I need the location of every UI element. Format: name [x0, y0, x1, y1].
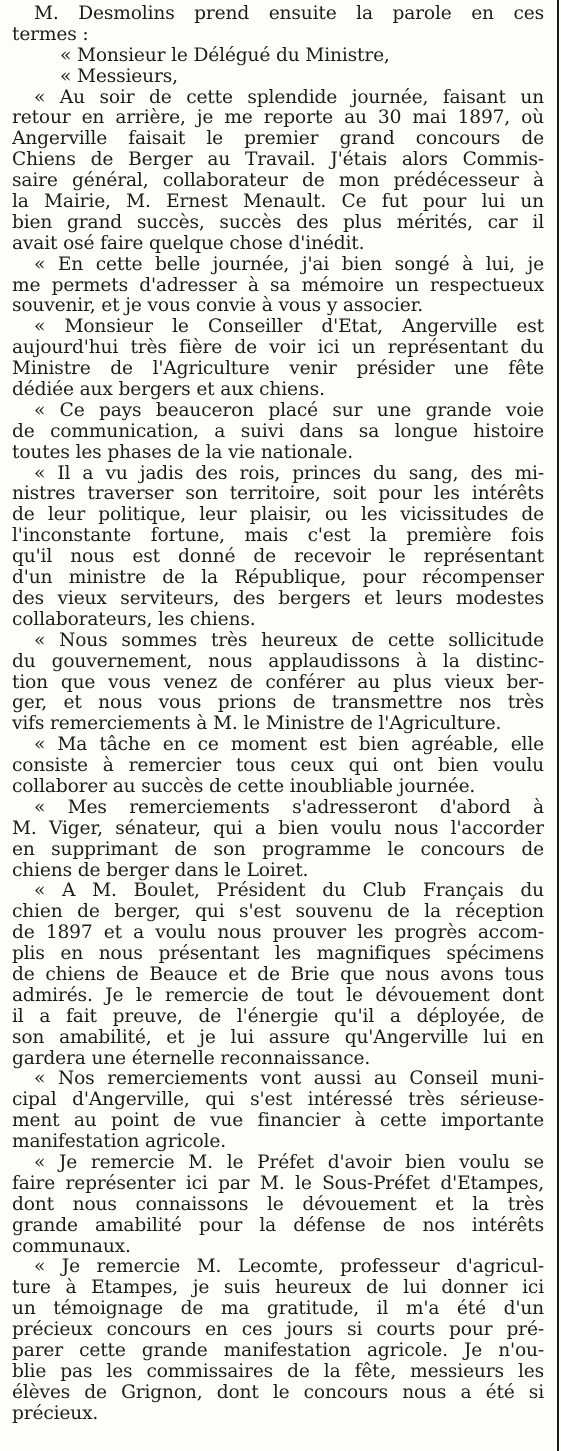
text-line: « Je remercie M. le Préfet d'avoir bien voulu se [34, 1152, 544, 1173]
text-line: me permets d'adresser à sa mémoire un respectueux [12, 275, 544, 296]
text-line: blie pas les commissaires de la fête, messieurs les [12, 1361, 544, 1382]
text-line: « Monsieur le Conseiller d'Etat, Angerville est [34, 317, 544, 338]
text-line: parer cette grande manifestation agricole. Je n'ou- [12, 1341, 544, 1361]
text-line: élèves de Grignon, dont le concours nous a été si [12, 1382, 544, 1403]
paragraph [12, 401, 544, 464]
text-line: « A M. Boulet, Président du Club Français du [34, 881, 544, 902]
text-line: gardera une éternelle reconnaissance. [12, 1048, 371, 1069]
text-line: précieux. [12, 1403, 99, 1424]
paragraph [12, 4, 544, 46]
text-line: « En cette belle journée, j'ai bien songé à lui, je [34, 254, 544, 275]
paragraph [12, 255, 544, 318]
text-line: « Mes remerciements s'adresseront d'abord à [34, 797, 544, 818]
paragraph [12, 1153, 544, 1257]
column-rule [557, 0, 559, 1451]
text-line: M. Viger, sénateur, qui a bien voulu nous l'accorder [12, 818, 544, 839]
paragraph [12, 317, 544, 401]
text-line: des vieux serviteurs, des bergers et leurs modestes [12, 588, 544, 609]
text-line: il a fait preuve, de l'énergie qu'il a déployée, de [12, 1006, 544, 1027]
text-line: de communication, a suivi dans sa longue histoire [12, 421, 544, 442]
text-line: dédiée aux bergers et aux chiens. [12, 380, 325, 401]
text-line: nistres traverser son territoire, soit pour les intérêts [12, 484, 544, 505]
text-line: aujourd'hui très fière de voir ici un représentant du [12, 338, 544, 359]
text-line: du gouvernement, nous applaudissons à la distinc- [12, 651, 544, 672]
text-line: dont nous connaissons le dévouement et la très [12, 1194, 544, 1215]
paragraph [12, 46, 544, 67]
text-line: ment au point de vue financier à cette importante [12, 1111, 544, 1132]
text-line: son amabilité, et je lui assure qu'Angerville lui en [12, 1027, 544, 1048]
text-line: un témoignage de ma gratitude, il m'a été d'un [12, 1299, 544, 1320]
text-line: « Il a vu jadis des rois, princes du sang, des mi- [34, 463, 544, 484]
text-line: précieux concours en ces jours si courts pour pré- [12, 1320, 544, 1341]
text-line: toutes les phases de la vie nationale. [12, 442, 353, 463]
text-line: plis en nous présentant les magnifiques spécimens [12, 944, 544, 965]
paragraph [12, 1069, 544, 1153]
text-line: « Monsieur le Délégué du Ministre, [60, 45, 390, 66]
text-line: en supprimant de son programme le concours de [12, 839, 544, 860]
paragraph [12, 67, 544, 88]
text-line: « Ce pays beauceron placé sur une grande voie [34, 400, 544, 421]
paragraph [12, 88, 544, 255]
text-line: manifestation agricole. [12, 1132, 226, 1153]
text-line: M. Desmolins prend ensuite la parole en ces [34, 4, 544, 24]
article-column [12, 4, 544, 1425]
text-line: l'inconstante fortune, mais c'est la première fois [12, 526, 544, 547]
text-line: grande amabilité pour la défense de nos intérêts [12, 1215, 544, 1236]
text-line: cipal d'Angerville, qui s'est intéressé très sérieuse- [12, 1090, 544, 1111]
text-line: Chiens de Berger au Travail. J'étais alors Commis- [12, 150, 544, 171]
paragraph [12, 735, 544, 798]
text-line: ger, et nous vous prions de transmettre nos très [12, 693, 544, 714]
text-line: « Au soir de cette splendide journée, faisant un [34, 87, 544, 108]
text-line: « Messieurs, [60, 66, 178, 87]
text-line: saire général, collaborateur de mon prédécesseur à [12, 171, 544, 192]
paragraph [12, 464, 544, 631]
text-line: souvenir, et je vous convie à vous y associer. [12, 296, 424, 317]
text-line: Angerville faisait le premier grand concours de [12, 129, 544, 150]
text-line: collaborer au succès de cette inoubliable journée. [12, 776, 476, 797]
text-line: avait osé faire quelque chose d'inédit. [12, 233, 365, 254]
paragraph [12, 798, 544, 882]
text-line: admirés. Je le remercie de tout le dévouement dont [12, 985, 544, 1006]
text-line: consiste à remercier tous ceux qui ont bien voulu [12, 756, 544, 777]
text-line: « Nos remerciements vont aussi au Conseil muni- [34, 1069, 544, 1090]
text-line: qu'il nous est donné de recevoir le représentant [12, 547, 544, 568]
text-line: de leur politique, leur plaisir, ou les vicissitudes de [12, 505, 544, 526]
text-line: ture à Etampes, je suis heureux de lui donner ici [12, 1278, 544, 1299]
text-line: chiens de berger dans le Loiret. [12, 860, 309, 881]
text-line: termes : [12, 24, 89, 45]
text-line: communaux. [12, 1236, 131, 1257]
text-line: de 1897 et a voulu nous prouver les progrès accom- [12, 923, 544, 944]
paragraph [12, 1257, 544, 1424]
text-line: d'un ministre de la République, pour récompenser [12, 568, 544, 589]
text-line: « Je remercie M. Lecomte, professeur d'agricul- [34, 1257, 544, 1278]
text-line: « Ma tâche en ce moment est bien agréable, elle [34, 735, 544, 756]
text-line: faire représenter ici par M. le Sous-Préfet d'Etampes, [12, 1173, 544, 1194]
text-line: « Nous sommes très heureux de cette sollicitude [34, 630, 544, 651]
text-line: tion que vous venez de conférer au plus vieux ber- [12, 672, 544, 693]
text-line: chien de berger, qui s'est souvenu de la réception [12, 902, 544, 923]
text-line: collaborateurs, les chiens. [12, 609, 256, 630]
text-line: de chiens de Beauce et de Brie que nous avons tous [12, 964, 544, 985]
text-line: la Mairie, M. Ernest Menault. Ce fut pour lui un [12, 192, 544, 213]
paragraph [12, 631, 544, 735]
text-line: Ministre de l'Agriculture venir présider une fête [12, 359, 544, 380]
text-line: bien grand succès, succès des plus mérités, car il [12, 212, 544, 233]
text-line: vifs remerciements à M. le Ministre de l'Agriculture. [12, 714, 502, 735]
paragraph [12, 881, 544, 1069]
text-line: retour en arrière, je me reporte au 30 mai 1897, où [12, 108, 544, 129]
